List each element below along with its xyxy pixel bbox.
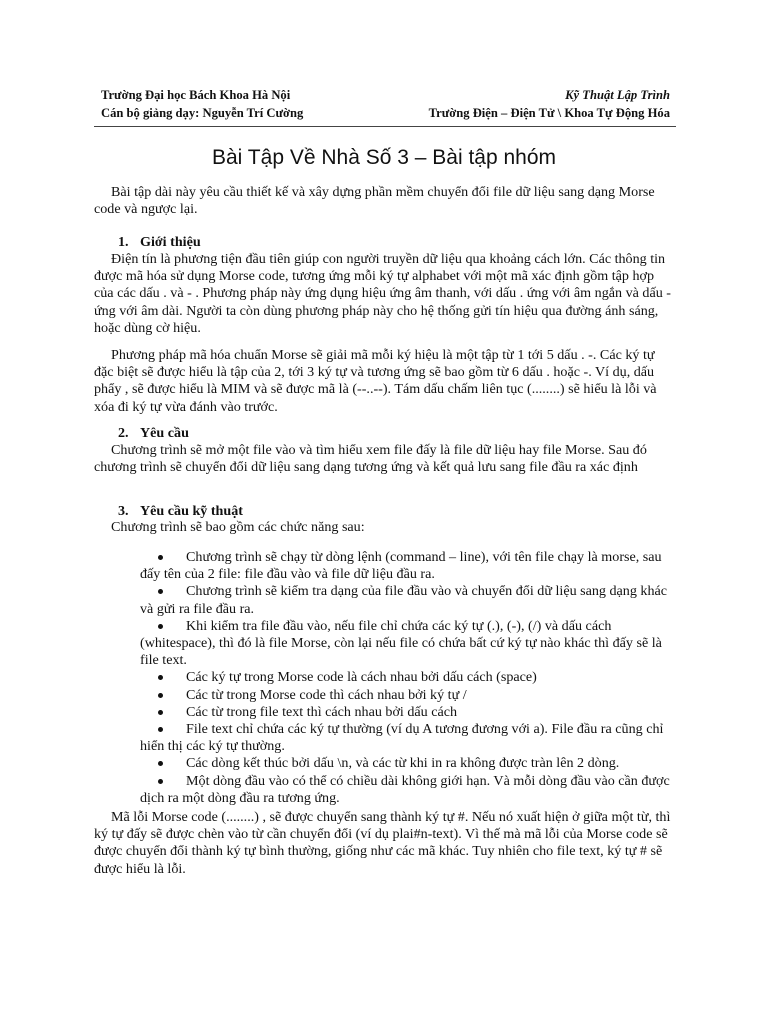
list-item: Một dòng đầu vào có thể có chiều dài không giới hạn. Và mỗi dòng đầu vào cần được dịch ra một dòng đầu ra tương ứng. [140,772,670,806]
list-item: Khi kiểm tra file đầu vào, nếu file chỉ chứa các ký tự (.), (-), (/) và dấu cách (whitespace), thì đó là file Morse, còn lại nếu file có chứa bất cứ ký tự nào khác thì đấy sẽ là file text. [140,617,662,669]
header-university: Trường Đại học Bách Khoa Hà Nội [101,88,291,102]
bullet-icon [158,779,163,784]
section-1-paragraph-2: Phương pháp mã hóa chuẩn Morse sẽ giải mã mỗi ký hiệu là một tập từ 1 tới 5 dấu . -. Các ký tự đặc biệt sẽ được hiểu là tập của 2, tới 3 ký tự và tương ứng sẽ bao gồm từ 6 dấu . hoặc -. Ví dụ, dấu phẩy , sẽ được hiểu là MIM và sẽ được mã là (--..--). Tám dấu chấm liên tục (........) sẽ hiểu là lỗi và xóa đi ký tự vừa đánh vào trước. [94,347,657,415]
list-item: Các từ trong file text thì cách nhau bởi dấu cách [140,704,670,721]
bullet-icon [158,727,163,732]
section-title: Yêu cầu [140,425,189,441]
section-title: Giới thiệu [140,234,201,250]
section-number: 2. [118,425,129,441]
section-number: 1. [118,234,129,250]
header-course: Kỹ Thuật Lập Trình [565,88,670,102]
intro-paragraph: Bài tập dài này yêu cầu thiết kế và xây dựng phần mềm chuyển đổi file dữ liệu sang dạng Morse code và ngược lại. [94,184,655,218]
section-title: Yêu cầu kỹ thuật [140,503,243,519]
section-3-heading [118,503,243,520]
list-item: Các từ trong Morse code thì cách nhau bởi ký tự / [140,687,670,704]
bullet-icon [158,589,163,594]
header-divider [94,126,676,127]
requirements-list [140,549,670,807]
section-number: 3. [118,503,129,519]
section-2-heading [118,425,189,442]
section-1-paragraph-1: Điện tín là phương tiện đầu tiên giúp con người truyền dữ liệu qua khoảng cách lớn. Các thông tin được mã hóa sử dụng Morse code, tương ứng mỗi ký tự alphabet với một mã xác định gồm tập hợp của các dấu . và - . Phương pháp này ứng dụng hiệu ứng âm thanh, với dấu . ứng với âm ngắn và dấu - ứng với âm dài. Người ta còn dùng phương pháp này cho hệ thống gửi tín hiệu qua đường ánh sáng, hoặc dùng cờ hiệu. [94,251,671,336]
section-3-closing-paragraph: Mã lỗi Morse code (........) , sẽ được chuyển sang thành ký tự #. Nếu nó xuất hiện ở giữa một từ, thì ký tự đấy sẽ được chèn vào từ cần chuyển đổi (ví dụ plai#n-text). Vì thế mà mã lỗi của Morse code sẽ được chuyển đổi thành ký tự bình thường, giống như các mã khác. Tuy nhiên cho file text, ký tự # sẽ được hiểu là lỗi. [94,809,671,877]
header-lecturer: Cán bộ giảng dạy: Nguyễn Trí Cường [101,106,304,120]
list-item: Chương trình sẽ chạy từ dòng lệnh (command – line), với tên file chạy là morse, sau đấy tên của 2 file: file đầu vào và file dữ liệu đầu ra. [140,549,662,583]
bullet-icon [158,675,163,680]
list-item: Chương trình sẽ kiểm tra dạng của file đầu vào và chuyển đổi dữ liệu sang dạng khác và gửi ra file đầu ra. [140,583,668,617]
list-item: Các ký tự trong Morse code là cách nhau bởi dấu cách (space) [140,669,670,686]
list-item: File text chỉ chứa các ký tự thường (ví dụ A tương đương với a). File đầu ra cũng chỉ hiển thị các ký tự thường. [140,721,664,755]
bullet-icon [158,624,163,629]
bullet-icon [158,761,163,766]
list-item: Các dòng kết thúc bởi dấu \n, và các từ khi in ra không được tràn lên 2 dòng. [140,755,670,772]
header-department: Trường Điện – Điện Tử \ Khoa Tự Động Hóa [428,106,670,120]
document-title: Bài Tập Về Nhà Số 3 – Bài tập nhóm [212,146,556,169]
bullet-icon [158,555,163,560]
section-2-paragraph: Chương trình sẽ mở một file vào và tìm hiểu xem file đấy là file dữ liệu hay file Morse. Sau đó chương trình sẽ chuyển đổi dữ liệu sang dạng tương ứng và kết quả lưu sang file đầu ra xác định [94,442,647,476]
section-3-intro: Chương trình sẽ bao gồm các chức năng sau: [111,519,365,535]
bullet-icon [158,710,163,715]
section-1-heading [118,234,201,251]
bullet-icon [158,693,163,698]
